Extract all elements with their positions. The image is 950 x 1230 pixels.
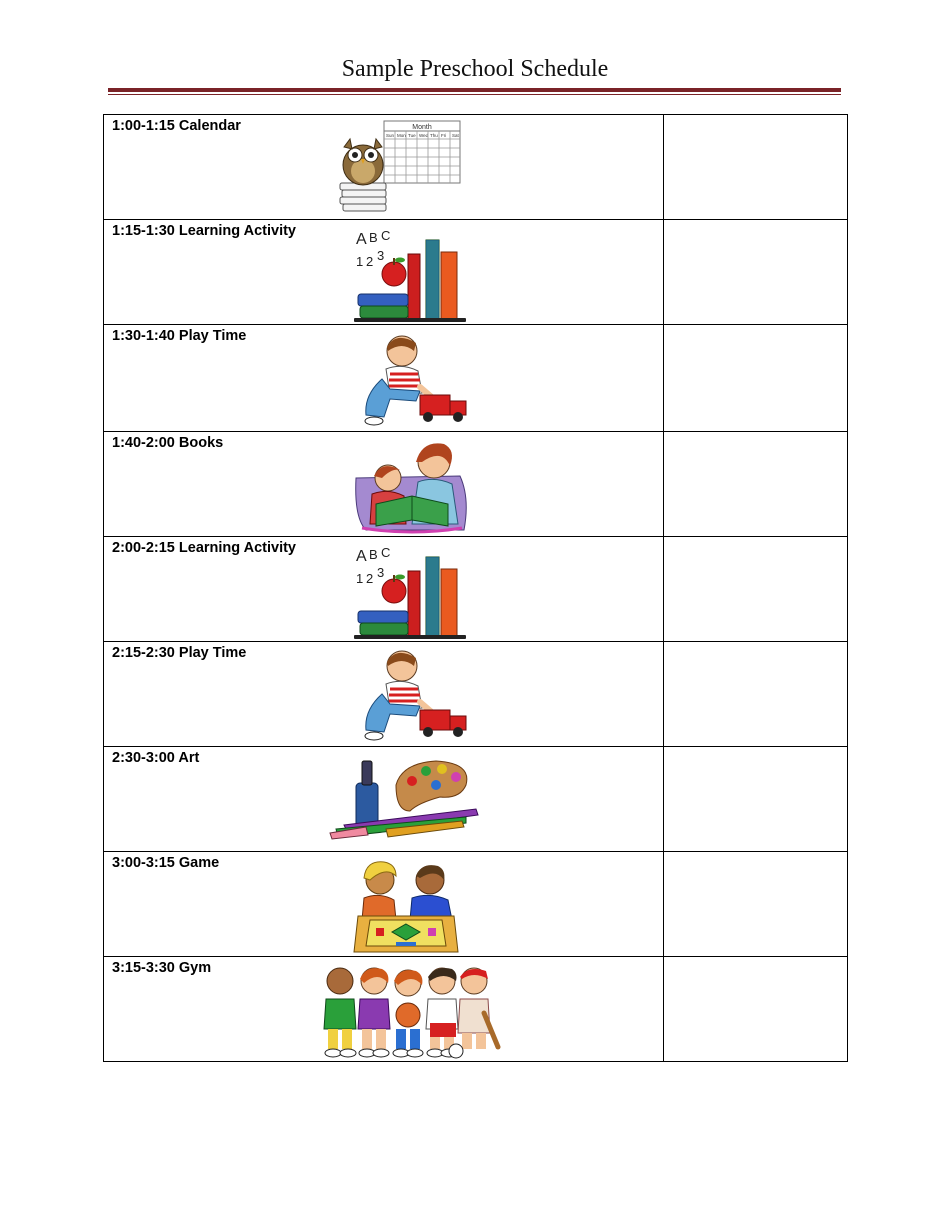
kids-sports-icon — [318, 963, 502, 1059]
schedule-row — [104, 537, 848, 642]
notes-cell — [664, 537, 848, 642]
abc-apple-books-icon — [352, 543, 470, 639]
notes-cell — [664, 325, 848, 432]
schedule-row — [104, 957, 848, 1062]
calendar-day-label: Sat — [452, 133, 459, 138]
owl-calendar-icon — [336, 119, 462, 217]
activity-label: 3:00-3:15 Game — [112, 855, 220, 871]
calendar-day-label: Wed — [419, 133, 429, 138]
activity-label: 1:40-2:00 Books — [112, 435, 224, 451]
calendar-day-label: Tue — [408, 133, 416, 138]
schedule-table — [103, 114, 848, 1062]
activity-label: 3:15-3:30 Gym — [112, 960, 212, 976]
svg-text:1: 1 — [356, 571, 364, 586]
title-rule — [108, 88, 841, 92]
notes-cell — [664, 115, 848, 220]
svg-text:2: 2 — [366, 571, 374, 586]
svg-text:C: C — [381, 228, 391, 243]
kids-board-game-icon — [350, 858, 462, 954]
calendar-day-label: Sun — [386, 133, 395, 138]
calendar-day-label: Thu — [430, 133, 438, 138]
svg-text:3: 3 — [377, 565, 385, 580]
notes-cell — [664, 852, 848, 957]
notes-cell — [664, 642, 848, 747]
schedule-row — [104, 325, 848, 432]
activity-label: 2:00-2:15 Learning Activity — [112, 540, 296, 556]
svg-text:1: 1 — [356, 254, 364, 269]
title-rule-thin — [108, 94, 841, 95]
activity-label: 1:00-1:15 Calendar — [112, 118, 241, 134]
notes-cell — [664, 432, 848, 537]
schedule-row — [104, 115, 848, 220]
svg-text:A: A — [356, 548, 367, 565]
notes-cell — [664, 747, 848, 852]
calendar-month-label: Month — [412, 124, 432, 131]
boy-toy-truck-icon — [356, 644, 472, 744]
boy-toy-truck-icon — [356, 329, 472, 429]
svg-text:2: 2 — [366, 254, 374, 269]
svg-text:B: B — [369, 547, 378, 562]
schedule-row — [104, 432, 848, 537]
calendar-day-label: Fri — [441, 133, 447, 138]
calendar-day-label: Mon — [397, 133, 406, 138]
page-title: Sample Preschool Schedule — [341, 56, 609, 82]
activity-label: 2:30-3:00 Art — [112, 750, 200, 766]
mother-child-reading-icon — [352, 438, 470, 534]
paint-palette-icon — [326, 755, 496, 847]
schedule-row — [104, 220, 848, 325]
schedule-row — [104, 642, 848, 747]
svg-text:B: B — [369, 230, 378, 245]
abc-apple-books-icon — [352, 226, 470, 322]
svg-text:A: A — [356, 231, 367, 248]
notes-cell — [664, 957, 848, 1062]
svg-text:C: C — [381, 545, 391, 560]
activity-label: 2:15-2:30 Play Time — [112, 645, 247, 661]
schedule-row — [104, 747, 848, 852]
schedule-row — [104, 852, 848, 957]
svg-text:3: 3 — [377, 248, 385, 263]
notes-cell — [664, 220, 848, 325]
activity-label: 1:15-1:30 Learning Activity — [112, 223, 296, 239]
activity-label: 1:30-1:40 Play Time — [112, 328, 247, 344]
